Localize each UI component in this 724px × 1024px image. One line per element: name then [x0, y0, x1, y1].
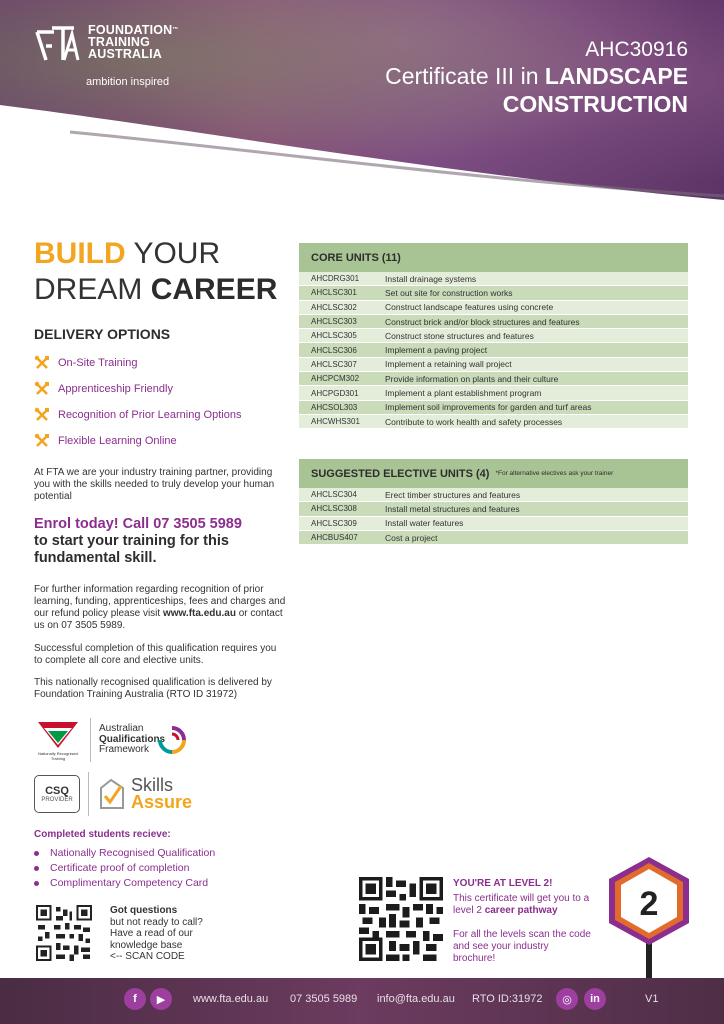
logo-tagline: ambition inspired	[86, 76, 170, 88]
headline-build: BUILD	[34, 237, 126, 270]
unit-name: Cost a project	[385, 532, 438, 543]
completion-paragraph: Successful completion of this qualification requires you to complete all core and elective units.	[34, 643, 277, 666]
rto-paragraph: This nationally recognised qualification is delivered by Foundation Training Australia (RTO ID 31972)	[34, 677, 272, 700]
info-text-b: or contact us on 07 3505 5989.	[34, 608, 283, 631]
table-row	[299, 415, 688, 429]
list-item	[34, 350, 241, 376]
delivery-heading: DELIVERY OPTIONS	[34, 326, 171, 342]
facebook-icon[interactable]: f	[124, 988, 146, 1010]
unit-code: AHCLSC305	[311, 331, 357, 341]
list-item	[34, 376, 241, 402]
table-row	[299, 343, 688, 357]
linkedin-icon[interactable]: in	[584, 988, 606, 1010]
skills-text: Skills	[131, 775, 174, 795]
table-row	[299, 386, 688, 400]
table-row	[299, 329, 688, 343]
completed-list	[34, 846, 215, 891]
career-pathway-text: career pathway	[484, 905, 558, 916]
core-units-heading: CORE UNITS (11)	[299, 243, 688, 272]
table-row	[299, 286, 688, 300]
core-units-table	[299, 243, 688, 429]
hero-banner	[0, 0, 724, 200]
csq-logo	[34, 775, 80, 813]
level-heading: YOU'RE AT LEVEL 2!	[453, 878, 553, 889]
brochure-qr-code[interactable]	[359, 877, 443, 961]
unit-code: AHCLSC302	[311, 302, 357, 312]
unit-code: AHCLSC306	[311, 345, 357, 355]
table-row	[299, 272, 688, 286]
skills-assure-logo	[131, 777, 192, 811]
list-item	[34, 861, 215, 876]
unit-name: Provide information on plants and their culture	[385, 373, 559, 384]
info-text-a: For further information regarding recognition of prior learning, funding, apprenticeships, fees and charges and our refund policy please visit	[34, 584, 286, 619]
table-row	[299, 531, 688, 545]
csq-text: CSQ	[45, 785, 69, 797]
logo-line-2: TRAINING	[88, 35, 151, 49]
questions-title: Got questions	[110, 905, 178, 916]
unit-code: AHCLSC307	[311, 359, 357, 369]
provider-logos	[34, 772, 192, 816]
tools-icon	[34, 355, 50, 371]
tools-icon	[34, 433, 50, 449]
table-row	[299, 315, 688, 329]
unit-name: Implement a plant establishment program	[385, 388, 542, 399]
delivery-option-label: Flexible Learning Online	[58, 435, 177, 447]
list-item	[34, 876, 215, 891]
footer-website[interactable]: www.fta.edu.au	[193, 993, 269, 1005]
questions-body: but not ready to call? Have a read of our knowledge base	[110, 916, 203, 951]
unit-name: Erect timber structures and features	[385, 489, 521, 500]
unit-name: Implement soil improvements for garden and turf areas	[385, 402, 592, 413]
table-row	[299, 372, 688, 386]
tools-icon	[34, 407, 50, 423]
delivery-option-label: Apprenticeship Friendly	[58, 383, 173, 395]
info-paragraph	[34, 584, 286, 632]
title-prefix: Certificate III in	[385, 63, 539, 89]
delivery-option-label: Recognition of Prior Learning Options	[58, 409, 242, 421]
table-row	[299, 301, 688, 315]
table-row	[299, 488, 688, 502]
list-item	[34, 846, 215, 861]
unit-name: Implement a retaining wall project	[385, 359, 512, 370]
unit-name: Contribute to work health and safety processes	[385, 416, 563, 427]
unit-name: Set out site for construction works	[385, 287, 513, 298]
csq-sub: PROVIDER	[41, 797, 73, 803]
unit-name: Construct stone structures and features	[385, 330, 534, 341]
aqf-line-3: Framework	[99, 744, 150, 756]
headline-your: YOUR	[133, 237, 221, 270]
nrt-line-1: Nationally Recognised	[38, 751, 78, 756]
aqf-logo	[99, 723, 166, 756]
delivery-option-label: On-Site Training	[58, 357, 138, 369]
unit-code: AHCLSC301	[311, 288, 357, 298]
delivery-options-list	[34, 350, 241, 454]
course-code: AHC30916	[585, 38, 688, 61]
unit-code: AHCPGD301	[311, 388, 359, 398]
unit-code: AHCWHS301	[311, 417, 360, 427]
unit-code: AHCDRG301	[311, 274, 360, 284]
instagram-icon[interactable]: ◎	[556, 988, 578, 1010]
unit-name: Construct brick and/or block structures and features	[385, 316, 580, 327]
unit-name: Construct landscape features using concrete	[385, 302, 554, 313]
completed-item-label: Nationally Recognised Qualification	[50, 847, 216, 859]
tools-icon	[34, 381, 50, 397]
table-row	[299, 517, 688, 531]
table-row	[299, 401, 688, 415]
unit-name: Install water features	[385, 518, 464, 529]
enrol-callout	[34, 516, 294, 567]
enrol-line-1: Enrol today! Call 07 3505 5989	[34, 516, 242, 532]
unit-code: AHCLSC303	[311, 317, 357, 327]
fta-logo-mark-icon	[34, 24, 80, 64]
assure-text: Assure	[131, 792, 193, 812]
footer-rto: RTO ID:31972	[472, 993, 543, 1005]
unit-code: AHCLSC308	[311, 504, 357, 514]
aqf-swirl-icon	[157, 725, 187, 755]
elective-units-table	[299, 459, 688, 545]
unit-name: Install metal structures and features	[385, 503, 520, 514]
nrt-logo-icon	[34, 718, 82, 762]
list-item	[34, 428, 241, 454]
list-item	[34, 402, 241, 428]
nrt-line-2: Training	[50, 756, 66, 761]
level-text-1	[453, 893, 593, 917]
footer-version: V1	[645, 993, 659, 1005]
table-row	[299, 502, 688, 516]
level-2-signpost-icon	[607, 855, 691, 979]
footer	[0, 978, 724, 1024]
footer-email[interactable]: info@fta.edu.au	[377, 993, 455, 1005]
completed-item-label: Complimentary Competency Card	[50, 877, 209, 889]
headline-dream: DREAM	[34, 273, 143, 306]
unit-name: Implement a paving project	[385, 345, 488, 356]
level-number: 2	[639, 885, 659, 923]
unit-name: Install drainage systems	[385, 273, 477, 284]
course-title-line-1	[385, 63, 688, 90]
level-text-1a: This certificate will get you to a level 2	[453, 893, 590, 916]
divider	[90, 718, 91, 762]
knowledge-base-qr-code[interactable]	[36, 905, 92, 961]
bullet-icon	[34, 866, 39, 871]
level-text-2: For all the levels scan the code and see your industry brochure!	[453, 929, 591, 964]
skills-assure-mark-icon	[97, 776, 127, 812]
unit-code: AHCPCM302	[311, 374, 360, 384]
aqf-line-1: Australian	[99, 723, 144, 735]
footer-phone[interactable]: 07 3505 5989	[290, 993, 358, 1005]
enrol-line-2: to start your training for this fundamental skill.	[34, 533, 229, 566]
questions-callout	[110, 905, 220, 963]
course-title-line-2: CONSTRUCTION	[502, 91, 688, 117]
website-link[interactable]: www.fta.edu.au	[162, 608, 236, 619]
table-row	[299, 358, 688, 372]
unit-code: AHCLSC304	[311, 490, 357, 500]
logo-line-1: FOUNDATION	[88, 23, 173, 37]
elective-units-heading: SUGGESTED ELECTIVE UNITS (4)	[311, 467, 490, 480]
logo-line-3: AUSTRALIA	[88, 47, 163, 61]
unit-code: AHCSOL303	[311, 402, 358, 412]
unit-code: AHCBUS407	[311, 533, 358, 543]
headline	[34, 236, 277, 308]
logo-tm: ™	[172, 27, 179, 33]
bullet-icon	[34, 851, 39, 856]
youtube-icon[interactable]: ▶	[150, 988, 172, 1010]
elective-note: *For alternative electives ask your trainer	[495, 470, 614, 477]
unit-code: AHCLSC309	[311, 518, 357, 528]
headline-career: CAREER	[150, 273, 278, 306]
scan-code-label: <-- SCAN CODE	[110, 951, 185, 962]
aqf-line-2: Qualifications	[99, 733, 166, 745]
bullet-icon	[34, 881, 39, 886]
title-bold-1: LANDSCAPE	[544, 63, 688, 89]
intro-text: At FTA we are your industry training partner, providing you with the skills needed to truly develop your human potential	[34, 467, 275, 502]
accreditation-logos	[34, 718, 187, 762]
fta-logo	[34, 24, 179, 64]
completed-heading: Completed students recieve:	[34, 829, 171, 840]
elective-units-header	[299, 459, 688, 488]
completed-item-label: Certificate proof of completion	[50, 862, 190, 874]
divider	[88, 772, 89, 816]
